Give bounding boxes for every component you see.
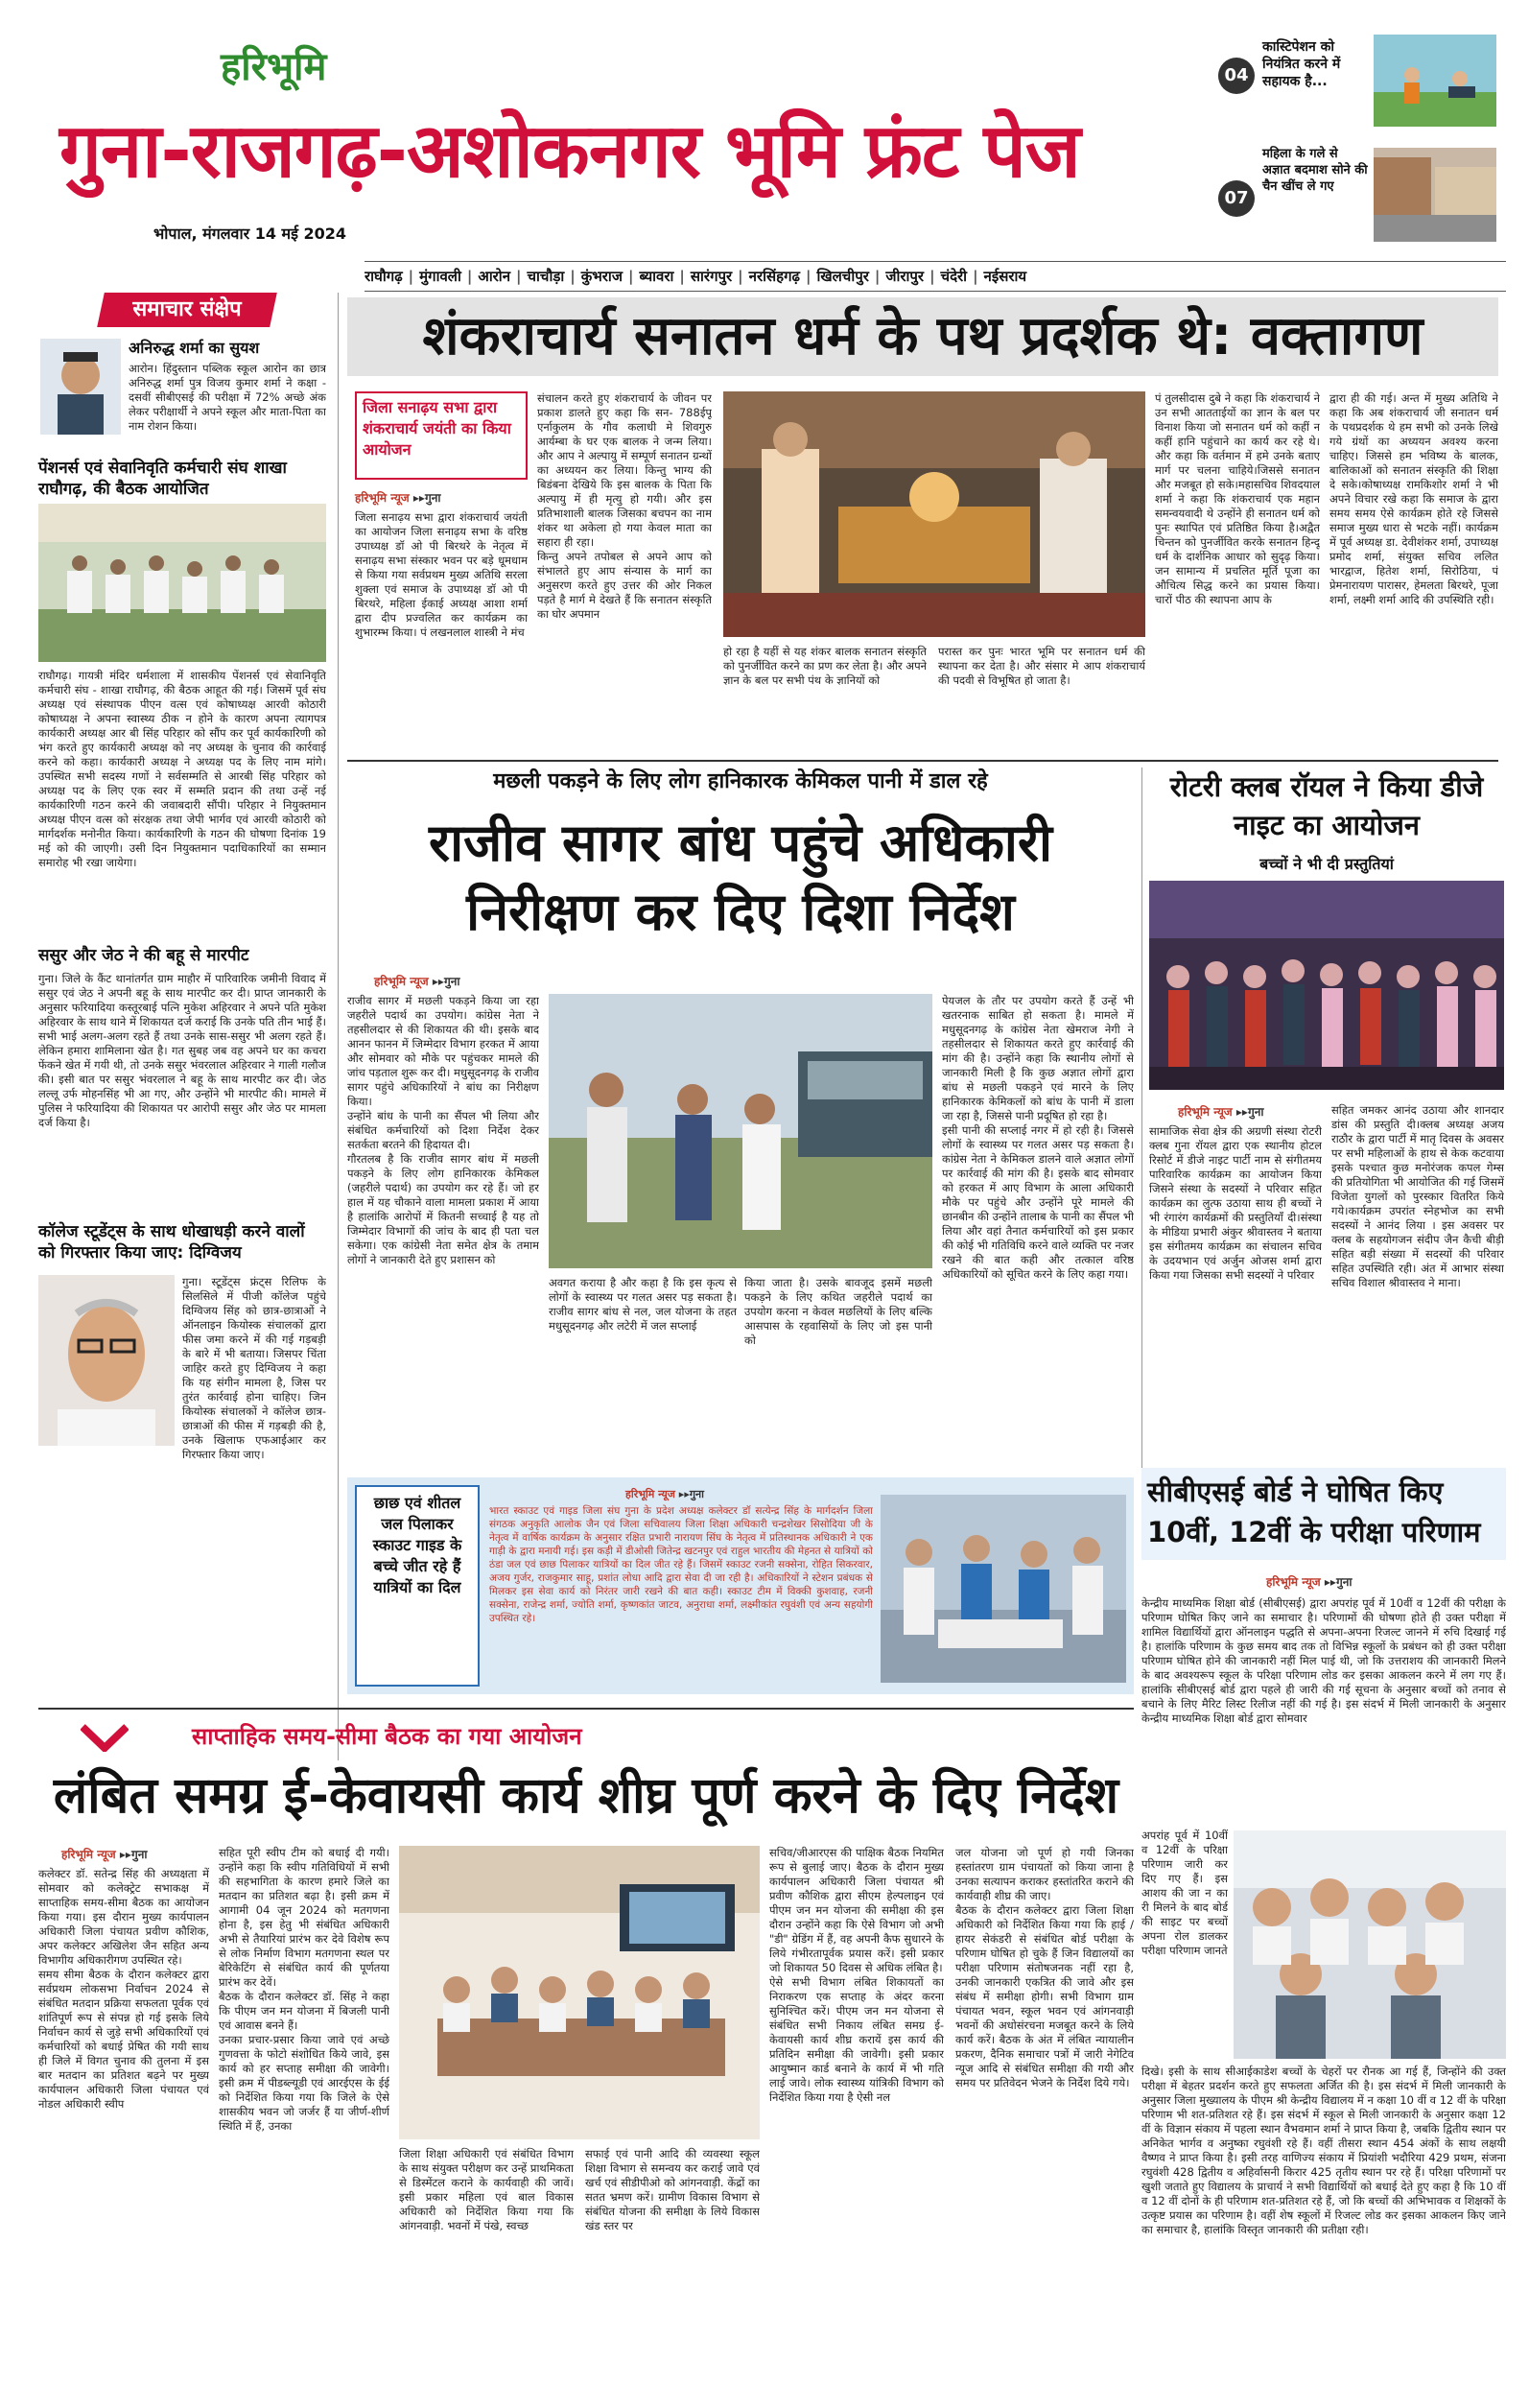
teaser-1-text: कास्टिपेशन को नियंत्रित करने में सहायक है... bbox=[1262, 39, 1341, 89]
story6-col1: कलेक्टर डॉ. सतेन्द्र सिंह की अध्यक्षता में सोमवार को कलेक्ट्रेट सभाकक्ष में साप्ताहिक समय-सीमा बैठक का आयोजन किया गया। इस दौरान मुख्य कार्यपालन अधिकारी जिला पंचायत प्रवीण कौशिक, अपर कलेक्टर अखिलेश जैन सहित अन्य विभागीय अधिकारीगण उपस्थित रहे। समय सीमा बैठक के दौरान कलेक्टर द्वारा सर्वप्रथम लोकसभा निर्वाचन 2024 से संबंधित मतदान प्रक्रिया सफलता पूर्वक एवं शांतिपूर्ण रूप से संपन्न हो गई इसके लिये निर्वाचन कार्य से जुड़े सभी अधिकारियों एवं कर्मचारियों को बधाई प्रेषित की गयी साथ ही जिले में विगत चुनाव की तुलना में इस बार मतदान का प्रतिशत बढ़ने पर मुख्य कार्यपालन अधिकारी जिला पंचायत एवं नोडल अधिकारी स्वीप bbox=[38, 1867, 209, 2111]
story1-headline: शंकराचार्य सनातन धर्म के पथ प्रदर्शक थे: वक्तागण bbox=[347, 297, 1498, 376]
story3-byline-brand: हरिभूमि न्यूज bbox=[1178, 1105, 1233, 1119]
story6-col3: जिला शिक्षा अधिकारी एवं संबंधित विभाग के साथ संयुक्त परीक्षण कर उन्हें प्राथमिकता से डिस्मेंटल कराने के कार्यवाही की जावें। इसी प्रकार महिला एवं बाल विकास अधिकारी को निर्देशित किया गया कि आंगनवाड़ी. भवनों में पंखे, स्वच्छ bbox=[399, 2147, 574, 2232]
story3-byline-place: गुना bbox=[1247, 1105, 1264, 1119]
story3-col2: सहित जमकर आनंद उठाया और शानदार डांस की प्रस्तुति दी।क्लब अध्यक्ष अजय राठौर के द्वारा पार्टी में मातृ दिवस के अवसर पर सभी महिलाओं के हाथ से केक कटवाया इसके पश्चात कुछ मनोरंजक कपल गेम्स की प्रतियोगिता भी आयोजित की गई जिसमें विजेता युगलों को पुरस्कार वितरित किये गये।कार्यक्रम उपरांत स्नेहभोज का सभी सदस्यों ने आनंद लिया । इस अवसर पर क्लब के सहयोगजन संदीप जैन कैची बीड़ी सहित बड़ी संख्या में सदस्यों की परिवार सहित उपस्थिति रही। अंत में आभार संस्था सचिव विशाल श्रीवास्तव ने माना। bbox=[1331, 1103, 1504, 1289]
h-divider-1 bbox=[347, 760, 1498, 762]
sidebar bbox=[38, 293, 326, 1703]
story4-byline-place: गुना bbox=[1335, 1575, 1353, 1589]
teaser-1-number: 04 bbox=[1218, 58, 1255, 94]
story5-side-label: छाछ एवं शीतल जल पिलाकर स्काउट गाइड के बच्चे जीत रहे हैं यात्रियों का दिल bbox=[372, 1494, 462, 1596]
story4-headline: सीबीएसई बोर्ड ने घोषित किए 10वीं, 12वीं के परीक्षा परिणाम bbox=[1147, 1475, 1481, 1548]
story4-narrow: अपरांह पूर्व में 10वीं व 12वीं के परिक्षा परिणाम जारी कर दिए गए हैं। इस आशय की जा न का री मिलने के बाद बोर्ड की साइट पर बच्चों अपना रोल डालकर परीक्षा परिणाम जानते bbox=[1141, 1829, 1228, 1957]
story3-byline: हरिभूमि न्यूज ▸▸गुना bbox=[1178, 1105, 1264, 1119]
story-scout bbox=[347, 1477, 1134, 1694]
city-separator: | bbox=[973, 268, 978, 285]
teaser-1-photo bbox=[1374, 35, 1496, 127]
story3-photo bbox=[1149, 881, 1504, 1090]
city-separator: | bbox=[806, 268, 812, 285]
story1-col2: संचालन करते हुए शंकराचार्य के जीवन पर प्रकाश डालते हुए कहा कि सन- 788ईपू एर्नाकुलम के गौव कलाधी मे शिवगुरु आर्यम्बा के घर एक बालक ने जन्म लिया। और आप ने अल्पायु में सम्पूर्ण सनातन ग्रन्थों का अध्ययन कर लिया। किन्तु भाग्य की बिडंबना देखिये कि इस बालक के पिता कि अल्पायु में ही मृत्यु हो गयी। और इस प्रतिभाशाली बालक जिसका बचपन का नाम शंकर था अकेला हो गया केवल माता का सहारा ही रहा। किन्तु अपने तपोबल से अपने आप को संभालते हुए आप संन्यास के मार्ग का अनुसरण करते हुए उत्तर की ओर निकल पड़ते है मार्ग मे देखते हैं कि सनातन संस्कृति का घोर अपमान bbox=[537, 391, 712, 621]
city-link[interactable]: नईसराय bbox=[983, 268, 1027, 285]
city-link[interactable]: चंदेरी bbox=[940, 268, 968, 285]
city-link[interactable]: कुंभराज bbox=[580, 268, 623, 285]
story6-col2: सहित पूरी स्वीप टीम को बधाई दी गयी। उन्होंने कहा कि स्वीप गतिविधियों में सभी की सहभागिता के कारण हमारे जिले का मतदान का प्रतिशत बढ़ा है। इसी क्रम में आगामी 04 जून 2024 को मतगणना होना है, इस हेतु भी संबंधित अधिकारी अभी से तैयारियां प्रारंभ कर देवे विशेष रूप से लोक निर्माण विभाग मतगणना स्थल पर बेरिकेटिंग से संबंधित कार्य की पूर्णतया प्रारंभ कर देवें। बैठक के दौरान कलेक्टर डॉ. सिंह ने कहा कि पीएम जन मन योजना में बिजली पानी एवं आवास बनने हैं। उनका प्रचार-प्रसार किया जावे एवं अच्छे गुणवत्ता के फोटो संशोधित किये जावे, इस कार्य को हर सप्ताह समीक्षा की जावेगी। इसी क्रम में पीडब्ल्यूडी एवं आरईएस के ईई को निर्देशित किया गया कि जिले के ऐसे शासकीय भवन जो जर्जर हैं या जीर्ण-शीर्ण स्थिति में हैं, उनका bbox=[219, 1846, 389, 2133]
story4-byline-brand: हरिभूमि न्यूज bbox=[1266, 1575, 1321, 1589]
city-separator: | bbox=[627, 268, 634, 285]
city-separator: | bbox=[516, 268, 522, 285]
story6-byline: हरिभूमि न्यूज ▸▸गुना bbox=[61, 1848, 148, 1861]
story6-byline-brand: हरिभूमि न्यूज bbox=[61, 1848, 116, 1861]
story2-col1: राजीव सागर में मछली पकड़ने किया जा रहा जहरीले पदार्थ का उपयोग। कांग्रेस नेता ने तहसीलदार से की शिकायत की थी। इसके बाद आनन फानन में जिम्मेदार विभाग हरकत में आया और सोमवार को मौके पर पहुंचकर मामले की जांच पड़ताल शुरू कर दी। मधुसूदनगढ़ के राजीव सागर पहुंचे अधिकारियों ने बांध का निरीक्षण किया। उन्होंने बांध के पानी का सैंपल भी लिया और संबंधित कर्मचारियों को दिशा निर्देश देकर सतर्कता बरतने की हिदायत दी। गौरतलब है कि राजीव सागर बांध में मछली पकड़ने के लिए लोग हानिकारक केमिकल (जहरीले पदार्थ) का उपयोग कर रहे हैं। जो हर हाल में यह चौकाने वाला मामला प्रकाश में आया है हालांकि आरोपों में कितनी सच्चाई है यह तो जिम्मेदार विभागों की जांच के बाद ही पता चल सकेगा। एक कांग्रेसी नेता समेत क्षेत्र के तमाम लोगों ने जानकारी देते हुए प्रशासन को bbox=[347, 994, 539, 1266]
city-link[interactable]: सारंगपुर bbox=[690, 268, 733, 285]
city-link[interactable]: आरोन bbox=[478, 268, 511, 285]
story2-byline: हरिभूमि न्यूज ▸▸गुना bbox=[374, 975, 460, 988]
city-strip-list bbox=[365, 262, 1506, 291]
story5-photo bbox=[881, 1495, 1126, 1683]
story5-byline: हरिभूमि न्यूज ▸▸गुना bbox=[625, 1488, 704, 1500]
story5-byline-place: गुना bbox=[689, 1488, 704, 1500]
story3-headline: रोटरी क्लब रॉयल ने किया डीजे नाइट का आयोजन bbox=[1169, 770, 1484, 841]
story1-col6: द्वारा ही की गई। अन्त में मुख्य अतिथि ने कहा कि अब शंकराचार्य जी सनातन धर्म के पथप्रदर्शक थे हम सभी को उनके लिखे गये ग्रंथों का अध्ययन अवश्य करना चाहिए। जिससे हम भविष्य के बालक, बालिकाओं को सनातन संस्कृति की शिक्षा दे सके।कोषाध्यक्ष रामकिशोर शर्मा ने भी अपने विचार रखे कहा कि समाज के द्वारा समय समय ऐसे कार्यक्रम होते रहे जिससे समाज मुख्य धारा से भटके नहीं। कार्यक्रम में पूर्व अध्यक्ष डा. देवीशंकर शर्मा, उपाध्यक्ष प्रमोद शर्मा, संयुक्त सचिव ललित भारद्वाज, हितेश शर्मा, सिरोठिया, पं प्रेमनारायण पारासर, हेमलता बिरथरे, पूजा शर्मा, लक्ष्मी शर्मा आदि की उपस्थिति रही। bbox=[1329, 391, 1498, 606]
brief-2-title: पेंशनर्स एवं सेवानिवृति कर्मचारी संघ शाखा राघौगढ़, की बैठक आयोजित bbox=[38, 459, 287, 499]
brief-4-body: गुना। स्टूडेंट्स फ्रंट्स रिलिफ के सिलसिले में पीजी कॉलेज पहुंचे दिग्विजय सिंह को छात्र-छात्राओं ने ऑनलाइन कियोस्क संचालकों द्वारा फीस जमा करने में की गई गड़बड़ी के बारे में भी बताया। जिसपर चिंता जाहिर करते हुए दिग्विजय ने कहा कि यह संगीन मामला है, जिस पर तुरंत कार्रवाई होना चाहिए। जिन कियोस्क संचालकों ने कॉलेज छात्र-छात्राओं की फीस में गड़बड़ी की है, उनके खिलाफ एफआईआर कर गिरफ्तार किया जाए। bbox=[182, 1275, 326, 1461]
v-divider-2 bbox=[1141, 767, 1142, 1477]
chevron-down-icon bbox=[81, 1723, 129, 1752]
sidebar-section-label: समाचार संक्षेप bbox=[132, 297, 242, 321]
story4-tail: दिखे। इसी के साथ सीआईकाडेश बच्चों के चेहरों पर रौनक आ गई हैं, जिन्होंने की उक्त परीक्षा में बेहतर प्रदर्शन करते हुए सफलता अर्जित की है। इस संदर्भ में मिली जानकारी के अनुसार जिला मुख्यालय के पीएम श्री केन्द्रीय विद्यालय में न कक्षा 10 वीं व 12 वीं के परिक्षा परिणाम भी शत-प्रतिशत रहे हैं। इस संदर्भ में स्कूल से मिली जानकारी के अनुसार कक्षा 12 वीं के विज्ञान संकाय में पहला स्थान वैभवमान शर्मा ने प्राप्त किया है, जबकि द्वितीय स्थान पर अनिकेत भार्गव व अनुष्का रघुवंशी रहे हैं। वहीं तीसरा स्थान 454 अंकों के साथ लक्षयी वैष्णव ने प्राप्त किया है। इसी तरह वाणिज्य संकाय में प्रियांशी भदौरिया 429 प्रथम, संजना रघुवंशी 428 द्वितीय व अहिर्वासनी किरार 425 तृतीय स्थान पर रहे हैं। परिक्षा परिणामों पर खुशी जताते हुए विद्यालय के प्राचार्य ने सभी विद्यार्थियों को बधाई देते हुए कहा है कि 10 वीं व 12 वीं दोनों के ही परिणाम शत-प्रतिशत रहे हैं, जो कि बच्चों की अभिभावक व शिक्षकों के उत्कृष्ट प्रयास का परिणाम है। वहीं शेष स्कूलों में रिजल्ट लोड कर इसका आकलन किए जाने का समाचार है, हालांकि विस्तृत जानकारी की प्रतीक्षा रही। bbox=[1141, 2065, 1506, 2236]
story4-photo bbox=[1234, 1830, 1506, 2059]
story2-byline-place: गुना bbox=[443, 975, 460, 988]
city-link[interactable]: राघौगढ़ bbox=[365, 268, 403, 285]
story5-byline-brand: हरिभूमि न्यूज bbox=[625, 1488, 675, 1500]
story6-headline: लंबित समग्र ई-केवायसी कार्य शीघ्र पूर्ण करने के दिए निर्देश bbox=[53, 1767, 1119, 1825]
story1-col4: परास्त कर पुनः भारत भूमि पर सनातन धर्म की स्थापना कर देता है। और संसार मे आप शंकराचार्य की पदवी से विभूषित हो जाता है। bbox=[938, 645, 1145, 687]
story1-byline: हरिभूमि न्यूज ▸▸गुना bbox=[355, 491, 441, 505]
city-link[interactable]: नरसिंहगढ़ bbox=[748, 268, 800, 285]
story3-col1: सामाजिक सेवा क्षेत्र की अग्रणी संस्था रोटरी क्लब गुना रॉयल द्वारा एक स्थानीय होटल रिसोर्ट में डीजे नाइट पार्टी नाम से संगीतमय पारिवारिक कार्यक्रम का आयोजन किया जिसने संस्था के सदस्यों ने परिवार सहित कार्यक्रम का लुत्फ उठाया साथ ही बच्चों ने भी रंगारंग कार्यक्रमों की प्रस्तुतियाँ दी।संस्था के मीडिया प्रभारी अंकुर श्रीवास्तव ने बताया इस संगीतमय कार्यक्रम का संचालन सचिव के उदयभान एवं अर्जुन ओजस शर्मा द्वारा किया गया जिसका सभी सदस्यों ने परिवार bbox=[1149, 1124, 1322, 1282]
brief-3-title: ससुर और जेठ ने की बहू से मारपीट bbox=[38, 946, 249, 965]
city-link[interactable]: जीरापुर bbox=[885, 268, 925, 285]
teaser-2-number: 07 bbox=[1218, 180, 1255, 217]
teaser-2[interactable] bbox=[1218, 142, 1506, 248]
city-separator: | bbox=[738, 268, 743, 285]
city-link[interactable]: खिलचीपुर bbox=[816, 268, 869, 285]
teaser-2-text: महिला के गले से अज्ञात बदमाश सोने की चैन खींच ले गए bbox=[1262, 147, 1368, 194]
story2-col4: पेयजल के तौर पर उपयोग करते हैं उन्हें भी खतरनाक साबित हो सकता है। मामले में मधुसूदनगढ़ के कांग्रेस नेता खेमराज नेगी ने तहसीलदार से शिकायत करते हुए कार्रवाई की मांग की है। उन्होंने कहा कि स्थानीय लोगों से जानकारी मिली है कि कुछ अज्ञात लोगों द्वारा बांध से मछली पकड़ने एवं मारने के लिए हानिकारक केमिकलों को बांध के पानी में डाला जा रहा है, जिससे पानी प्रदूषित हो रहा है। इसी पानी की सप्लाई नगर में हो रही है। जिससे लोगों के स्वास्थ्य पर गलत असर पड़ सकता है। कांग्रेस नेता ने केमिकल डालने वाले अज्ञात लोगों पर कार्रवाई की मांग की है। इसके बाद सोमवार को हरकत में आए विभाग के आला अधिकारी मौके पर पहुंचे और उन्होंने पूरे मामले की छानबीन की उन्होंने तालाब के पानी का सैंपल भी लिया और वहां तैनात कर्मचारियों को इस प्रकार की कोई भी गतिविधि करने वाले व्यक्ति पर नजर रखने की बात कही और तत्काल वरिष्ठ अधिकारियों को सूचित करने के लिए कहा गया। bbox=[942, 994, 1134, 1281]
brief-1-body: आरोन। हिंदुस्तान पब्लिक स्कूल आरोन का छात्र अनिरुद्ध शर्मा पुत्र विजय कुमार शर्मा ने कक्षा - दसवीं सीबीएसई की परीक्षा में 72% अच्छे अंक लेकर परीक्षार्थी ने अपने स्कूल और माता-पिता का नाम रोशन किया। bbox=[129, 362, 326, 433]
story-shankaracharya bbox=[347, 297, 1498, 758]
story-ekyc bbox=[38, 1715, 1134, 2368]
brief-1-title: अनिरुद्ध शर्मा का सुयश bbox=[129, 339, 260, 357]
city-link[interactable]: मुंगावली bbox=[419, 268, 461, 285]
sidebar-divider bbox=[338, 293, 339, 1760]
brand-logo: हरिभूमि bbox=[221, 45, 327, 89]
city-separator: | bbox=[408, 268, 414, 285]
story6-col5: सचिव/जीआरएस की पाक्षिक बैठक नियमित रूप से बुलाई जाए। बैठक के दौरान मुख्य कार्यपालन अधिकारी जिला पंचायत श्री प्रवीण कौशिक द्वारा सीएम हेल्पलाइन एवं पीएम जन मन योजना की समीक्षा की इस दौरान उन्होंने कहा कि ऐसे विभाग जो अभी "डी" ग्रेडिंग में हैं, वह अपनी कैफ सुधारने के लिये गंभीरतापूर्वक प्रयास करें। इसी प्रकार जो शिकायत 50 दिवस से अधिक लंबित है। ऐसे सभी विभाग लंबित शिकायतों का निराकरण एक सप्ताह के अंदर करना सुनिश्चित करें। पीएम जन मन योजना से संबंधित सभी निकाय लंबित समग्र ई-केवायसी कार्य शीघ्र करायें इस कार्य की प्रतिदिन समीक्षा की जावेगी। इसी प्रकार आयुष्मान कार्ड बनाने के कार्य में भी गति लाई जावे। लोक स्वास्थ्य यांत्रिकी विभाग को निर्देशित किया गया है ऐसी नल bbox=[769, 1846, 944, 2104]
story1-byline-brand: हरिभूमि न्यूज bbox=[355, 491, 410, 505]
story-rajiv-sagar bbox=[347, 767, 1134, 1477]
dateline: भोपाल, मंगलवार 14 मई 2024 bbox=[153, 224, 347, 243]
story-cbse bbox=[1141, 1468, 1506, 2355]
city-separator: | bbox=[570, 268, 576, 285]
story4-lead: केन्द्रीय माध्यमिक शिक्षा बोर्ड (सीबीएसई) द्वारा अपरांह पूर्व में 10वीं व 12वीं की परीक्षा के परिणाम घोषित किए जाने का समाचार है। परिणामों की घोषणा होते ही उक्त परीक्षा में शामिल विद्यार्थियों द्वारा ऑनलाइन पद्धति से अपना-अपना रिजल्ट जानने में रुचि दिखाई गई है। हालांकि परिणाम के कुछ समय बाद तक तो विभिन्न स्कूलों के प्रबंधन को ही उक्त परीक्षा परिणाम घोषित होने की जानकारी नहीं मिल पाई थी, जो कि उत्तराशय की जानकारी मिलने के बाद अवश्यरूप स्कूल के परिक्षा परिणाम लोड कर इसका आकलन करने में लग गए हैं। हालांकि सीबीएसई बोर्ड द्वारा पहले ही जारी की गई सूचना के अनुसार बच्चों को तनाव से बचाने के लिए मैरिट लिस्ट रिलीज नहीं की गई है। इस संदर्भ में मिली जानकारी के अनुसार केन्द्रीय माध्यमिक शिक्षा बोर्ड द्वारा सोमवार bbox=[1141, 1596, 1506, 1725]
teaser-2-photo bbox=[1374, 148, 1496, 242]
h-divider-3 bbox=[38, 1708, 1134, 1710]
brief-2-body: राघौगढ़। गायत्री मंदिर धर्मशाला में शासकीय पेंशनर्स एवं सेवानिवृति कर्मचारी संघ - शाखा राघौगढ़, की बैठक आहूत की गई। जिसमें पूर्व संघ अध्यक्ष एवं संस्थापक पीएन वत्स एवं कोषाध्यक्ष आरवी कोठारी कोषाध्यक्ष ने अपना स्वास्थ्य ठीक न होने के कारण अपना त्यागपत्र कार्यकारी अध्यक्ष आर बी सिंह परिहार को सौंप कर पूर्व कार्यकारिणी को भंग करते हुए कार्यकारी अध्यक्ष को नए अध्यक्ष के चुनाव की कार्रवाई करने को कहा। कार्यकारी अध्यक्ष ने अध्यक्ष पद के लिए नाम मांगे। उपस्थित सभी सदस्य गणों ने सर्वसम्मति से आरबी सिंह परिहार को अध्यक्ष पद के लिए एक स्वर में सम्मति प्रदान की तथा उन्हें नई कार्यकारिणी गठन करने की जवाबदारी सौंपी। परिहार ने नियुक्तमान अध्यक्ष पीएन वत्स को संरक्षक तथा जेपी भार्गव एवं आरवी कोठारी को मार्गदर्शक मनोनीत किया। कार्यकारिणी के गठन की घोषणा दिनांक 19 मई को की जाएगी। उसी दिन नियुक्तमान पदाधिकारियों का सम्मान समारोह भी रखा जायेगा। bbox=[38, 669, 326, 869]
city-separator: | bbox=[874, 268, 881, 285]
story5-body: भारत स्काउट एवं गाइड जिला संघ गुना के प्रदेश अध्यक्ष कलेक्टर डॉ सत्येन्द्र सिंह के मार्गदर्शन जिला संगठक अनुकृति आलोक जैन एवं जिला सचिवालय जिला शिक्षा अधिकारी चन्द्रशेखर सिसोदिया जी के नेतृत्व में वार्षिक कार्यक्रम के अनुसार रक्षित प्रभारी नारायण सिंघ के नेतृत्व में प्रतिस्थानक अधिकारी ने एक गाड़ी के द्वारा मनायी गई। इस कड़ी में डीओसी जितेन्द्र खटनपुर एवं राहुल भारतीय की मेहनत से यात्रियों को ठंडा जल एवं छाछ पिलाकर यात्रियों का दिल जीत रहे हैं। जिसमें स्काउट रजनी सक्सेना, रोहित सिकरवार, अजय गुर्जर, राजकुमार साहू, प्रशांत लोधा आदि द्वारा सेवा दी जा रही है। अधिकारियों ने स्टेशन प्रबंधक से मिलकर इस सेवा कार्य को निरंतर जारी रखने की बात कही। स्काउट टीम में विक्की कुशवाह, रजनी सक्सेना, राजेन्द्र शर्मा, ज्योति शर्मा, कृष्णकांत जाटव, अनुराधा शर्मा, लक्ष्मीकांत रघुवंशी एवं अन्य सहयोगी उपस्थित रहे। bbox=[489, 1505, 873, 1624]
story6-col4: सफाई एवं पानी आदि की व्यवस्था स्कूल शिक्षा विभाग से समन्वय कर कराई जावे एवं खर्च एवं सीडीपीओ को आंगनवाड़ी. केंद्रों का सतत भ्रमण करें। ग्रामीण विकास विभाग से संबंधित योजना की समीक्षा के लिये विकास खंड स्तर पर bbox=[585, 2147, 760, 2232]
page-title: गुना-राजगढ़-अशोकनगर भूमि फ्रंट पेज bbox=[59, 108, 1080, 195]
story1-col3: हो रहा है यहीं से यह शंकर बालक सनातन संस्कृति को पुनर्जीवित करने का प्रण कर लेता है। और अपने ज्ञान के बल पर सभी पंथ के ज्ञानियों को bbox=[723, 645, 927, 687]
story6-col6: जल योजना जो पूर्ण हो गयी जिनका हस्तांतरण ग्राम पंचायतों को किया जाना है उनका सत्यापन कराकर हस्तांतरित कराने की कार्यवाही शीघ्र की जाए। बैठक के दौरान कलेक्टर द्वारा जिला शिक्षा अधिकारी को निर्देशित किया गया कि हाई /हायर सेकंडरी से संबंधित बोर्ड परीक्षा के परिणाम घोषित हो चुके हैं जिन विद्यालयों का परीक्षा परिणाम संतोषजनक नहीं रहा है, उनकी जानकारी एकत्रित की जावे और इस संबंध में समीक्षा होगी। सभी विभाग ग्राम पंचायत भवन, स्कूल भवन एवं आंगनवाड़ी भवनों की अधोसंरचना मजबूत करने के लिये कार्य करें। बैठक के अंत में लंबित न्यायालीन प्रकरण, दैनिक समाचार पत्रों में जारी नेगेटिव न्यूज आदि से संबंधित समीक्षा की गयी और समय पर प्रतिवेदन भेजने के निर्देश दिये गये। bbox=[955, 1846, 1134, 2089]
city-separator: | bbox=[929, 268, 935, 285]
story6-byline-place: गुना bbox=[130, 1848, 148, 1861]
story2-headline-2: निरीक्षण कर दिए दिशा निर्देश bbox=[466, 882, 1015, 942]
story2-photo bbox=[549, 994, 932, 1268]
brief-4-title: कॉलेज स्टूडेंट्स के साथ धोखाधड़ी करने वालों को गिरफ्तार किया जाए: दिग्विजय bbox=[38, 1222, 305, 1263]
story6-kicker: साप्ताहिक समय-सीमा बैठक का गया आयोजन bbox=[192, 1723, 582, 1750]
story1-kicker: जिला सनाढ़य सभा द्वारा शंकराचार्य जयंती का किया आयोजन bbox=[363, 398, 511, 459]
city-strip bbox=[365, 261, 1506, 292]
story1-col1: जिला सनाढ़य सभा द्वारा शंकराचार्य जयंती का आयोजन जिला सनाढ़य सभा के वरिष्ठ उपाध्यक्ष डॉ ओ पी बिरथरे के नेतृत्व में सनाढ़य सभा संस्कार भवन पर बड़े धूमधाम से किया गया सर्वप्रथम मुख्य अतिथि सरला शुक्ला एवं समाज के उपाध्यक्ष डॉ ओ पी बिरथरे, महिला ईकाई अध्यक्ष आशा शर्मा द्वारा दीप प्रज्वलित कर कार्यक्रम का शुभारम्भ किया। पं लखनलाल शास्त्री ने मंच bbox=[355, 510, 528, 639]
story3-kicker: बच्चों ने भी दी प्रस्तुतियां bbox=[1259, 855, 1394, 873]
brief-1-photo bbox=[40, 339, 121, 435]
story2-headline-1: राजीव सागर बांध पहुंचे अधिकारी bbox=[429, 813, 1052, 873]
city-separator: | bbox=[466, 268, 473, 285]
brief-2-photo bbox=[38, 504, 326, 662]
story4-byline: हरिभूमि न्यूज ▸▸गुना bbox=[1266, 1575, 1353, 1589]
story-rotary bbox=[1149, 767, 1504, 1458]
story2-col2: अवगत कराया है और कहा है कि इस कृत्य से लोगों के स्वास्थ्य पर गलत असर पड़ सकता है। राजीव सागर बांध से नल, जल योजना के तहत मधुसूदनगढ़ और लटेरी में जल सप्लाई bbox=[549, 1276, 737, 1333]
brief-3-body: गुना। जिले के कैंट थानांतर्गत ग्राम माहौर में पारिवारिक जमीनी विवाद में ससुर एवं जेठ ने अपनी बहू के साथ मारपीट कर दी। प्राप्त जानकारी के अनुसार फरियादिया कस्तूरबाई पत्नि मुकेश अहिरवार ने अपने पति मुकेश अहिरवार के साथ थाने में शिकायत दर्ज कराई कि उनके पति तीन भाई हैं। सभी भाई अलग-अलग रहते हैं तथा उनके सास-ससुर भी अलग रहते हैं। लेकिन हमारा शामिलाना खेत है। गत सुबह जब वह अपने घर का कचरा फेंकने खेत में गयी थी, तो उनके ससुर भंवरलाल अहिरवार ने गाली गलौज की। इसी बात पर ससुर भंवरलाल ने बहू के साथ मारपीट कर दी। जेठ लल्लू उर्फ मोहनसिंह भी आ गए, और उन्होंने भी मारपीट की। मामले में पुलिस ने फरियादिया की शिकायत पर आरोपी ससुर और जेठ पर मामला दर्ज किया है। bbox=[38, 972, 326, 1129]
story2-col3: किया जाता है। उसके बावजूद इसमें मछली पकड़ने के लिए कथित जहरीले पदार्थ का उपयोग करना न केवल मछलियों के लिए बल्कि आसपास के रहवासियों के लिए जो इस पानी को bbox=[744, 1276, 932, 1347]
story1-byline-place: गुना bbox=[424, 491, 441, 505]
city-separator: | bbox=[679, 268, 685, 285]
story1-col5: पं तुलसीदास दुबे ने कहा कि शंकराचार्य ने उन सभी आतताईयों का ज्ञान के बल पर विनाश किया जो सनातन धर्म को कहीं न कहीं हानि पहुंचाने का कार्य कर रहे थे। और कहा कि वर्तमान में हमे उनके बताए मार्ग पर चलना चाहिये।जिससे सनातन और मजबूत हो सके।महासचिव शिवदयाल शर्मा ने कहा कि शंकराचार्य एक महान समन्वयवादी थे उन्होंने ही सनातन धर्म को पुनः स्थापित एवं प्रतिष्ठित किया है।अद्वैत चिन्तन को पुनर्जीवित करके सनातन हिन्दू धर्म के दार्शनिक आधार को सुदृढ़ किया। जन सामान्य में प्रचलित मूर्ति पूजा का औचित्य सिद्ध करने का प्रयास किया। चारों पीठ की स्थापना आप के bbox=[1155, 391, 1320, 606]
story1-photo bbox=[723, 391, 1145, 637]
brief-4-photo bbox=[38, 1275, 175, 1446]
city-link[interactable]: ब्यावरा bbox=[639, 268, 674, 285]
story2-byline-brand: हरिभूमि न्यूज bbox=[374, 975, 429, 988]
masthead bbox=[0, 0, 1529, 259]
teaser-1[interactable] bbox=[1218, 35, 1506, 130]
story2-kicker: मछली पकड़ने के लिए लोग हानिकारक केमिकल पानी में डाल रहे bbox=[493, 769, 988, 793]
story6-photo bbox=[399, 1846, 760, 2139]
city-link[interactable]: चाचौड़ा bbox=[527, 268, 565, 285]
